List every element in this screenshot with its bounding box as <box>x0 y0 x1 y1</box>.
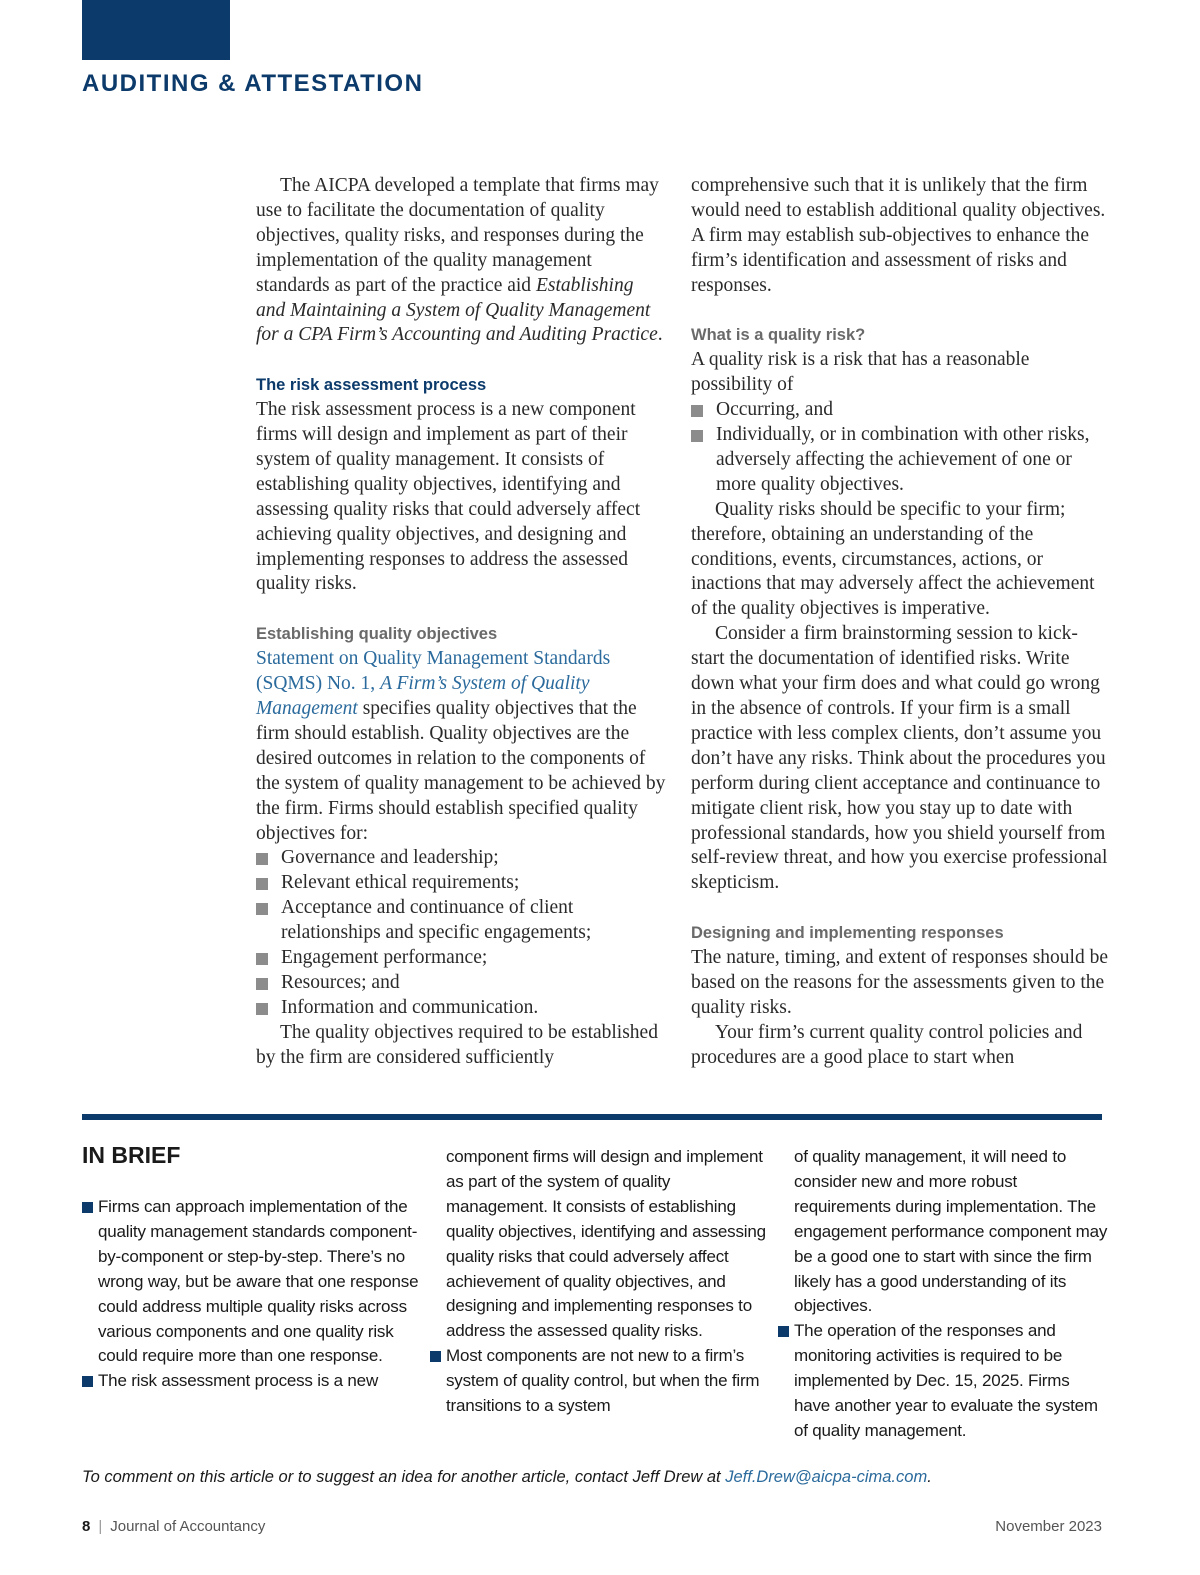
comment-line: To comment on this article or to suggest an idea for another article, contact Jeff Drew at Jeff.Drew@aicpa-cima.com. <box>82 1468 932 1486</box>
risk-assessment-paragraph: The risk assessment process is a new component firms will design and implement as part of their system of quality management. It consists of establishing quality objectives, identifying and assessing quality risks that could adversely affect achieving quality objectives, and designing and implementing responses to address the assessed quality risks. <box>256 399 641 595</box>
issue-date: November 2023 <box>995 1518 1102 1535</box>
heading-responses: Designing and implementing responses <box>691 924 1004 943</box>
continued-paragraph: comprehensive such that it is unlikely that the firm would need to establish additional quality objectives. A firm may establish sub-objectives to enhance the firm’s identification and assessment of risks and responses. <box>691 175 1106 296</box>
closing-paragraph: The quality objectives required to be established by the firm are considered sufficiently <box>256 1021 658 1068</box>
header-color-block <box>82 0 230 60</box>
article-column-2 <box>691 174 1109 1071</box>
list-item: Relevant ethical requirements; <box>256 871 666 896</box>
in-brief-item: Firms can approach implementation of the quality management standards component-by-component or step-by-step. There’s no wrong way, but be aware that one response could address multiple quality risks across various components and one quality risk could require more than one response. <box>82 1195 422 1369</box>
responses-paragraph-2: Your firm’s current quality control policies and procedures are a good place to start when <box>691 1021 1083 1068</box>
list-item: Engagement performance; <box>256 946 666 971</box>
heading-risk-assessment: The risk assessment process <box>256 376 487 395</box>
in-brief-divider <box>82 1114 1102 1120</box>
footer-separator: | <box>98 1518 103 1535</box>
section-label: AUDITING & ATTESTATION <box>82 70 424 97</box>
list-item: Individually, or in combination with other risks, adversely affecting the achievement of one or more quality objectives. <box>691 423 1109 498</box>
quality-risk-paragraph-2: Consider a firm brainstorming session to kick-start the documentation of identified risks. Write down what your firm does and what could go wrong in the absence of controls. If your firm is a small practice with less complex clients, don’t assume you don’t have any risks. Think about the procedures you perform during client acceptance and continuance to mitigate client risk, how you stay up to date with professional standards, how you shield yourself from self-review threat, and how you exercise professional skepticism. <box>691 623 1108 894</box>
article-column-1 <box>256 174 666 1071</box>
contact-email-link[interactable]: Jeff.Drew@aicpa-cima.com <box>725 1468 928 1486</box>
heading-quality-objectives: Establishing quality objectives <box>256 625 498 644</box>
quality-risk-list <box>691 398 1109 498</box>
in-brief-column-3 <box>778 1145 1108 1444</box>
in-brief-item: The operation of the responses and monitoring activities is required to be implemented by Dec. 15, 2025. Firms have another year to evaluate the system of quality management. <box>778 1319 1108 1444</box>
in-brief-continuation: of quality management, it will need to consider new and more robust requirements during implementation. The engagement performance component may be a good one to start with since the firm likely has a good understanding of its objectives. <box>794 1147 1108 1316</box>
list-item: Resources; and <box>256 971 666 996</box>
intro-paragraph: The AICPA developed a template that firms may use to facilitate the documentation of quality objectives, quality risks, and responses during the implementation of the quality management standards as part of the practice aid Establishing and Maintaining a System of Quality Management for a CPA Firm’s Accounting and Auditing Practice. <box>256 175 663 346</box>
list-item: Information and communication. <box>256 996 666 1021</box>
in-brief-continuation: component firms will design and implement as part of the system of quality management. It consists of establishing quality objectives, identifying and assessing quality risks that could adversely affect achievement of quality objectives, and designing and implementing responses to address the assessed quality risks. <box>446 1147 766 1341</box>
page-number: 8 <box>82 1518 91 1535</box>
responses-paragraph-1: The nature, timing, and extent of responses should be based on the reasons for the assessments given to the quality risks. <box>691 947 1108 1018</box>
in-brief-title: IN BRIEF <box>82 1142 181 1168</box>
practice-aid-title: Establishing and Maintaining a System of Quality Management for a CPA Firm’s Accounting and Auditing Practice <box>256 274 658 346</box>
list-item: Occurring, and <box>691 398 1109 423</box>
sqms-link[interactable]: Statement on Quality Management Standards (SQMS) No. 1, A Firm’s System of Quality Management <box>256 648 611 719</box>
objectives-list <box>256 846 666 1020</box>
footer-left <box>82 1518 265 1535</box>
quality-risk-intro: A quality risk is a risk that has a reasonable possibility of <box>691 349 1030 396</box>
in-brief-column-2 <box>430 1145 770 1419</box>
publication-name: Journal of Accountancy <box>110 1518 266 1535</box>
sqms-paragraph: Statement on Quality Management Standards (SQMS) No. 1, A Firm’s System of Quality Management specifies quality objectives that the firm should establish. Quality objectives are the desired outcomes in relation to the components of the system of quality management to be achieved by the firm. Firms should establish specified quality objectives for: <box>256 648 666 844</box>
in-brief-item: Most components are not new to a firm’s system of quality control, but when the firm transitions to a system <box>430 1344 770 1419</box>
heading-quality-risk: What is a quality risk? <box>691 326 866 345</box>
in-brief-item: The risk assessment process is a new <box>82 1369 422 1394</box>
quality-risk-paragraph-1: Quality risks should be specific to your firm; therefore, obtaining an understanding of the conditions, events, circumstances, actions, or inactions that may adversely affect the achievement of the quality objectives is imperative. <box>691 498 1095 620</box>
in-brief-column-1 <box>82 1195 422 1394</box>
list-item: Governance and leadership; <box>256 846 666 871</box>
list-item: Acceptance and continuance of client relationships and specific engagements; <box>256 896 666 946</box>
